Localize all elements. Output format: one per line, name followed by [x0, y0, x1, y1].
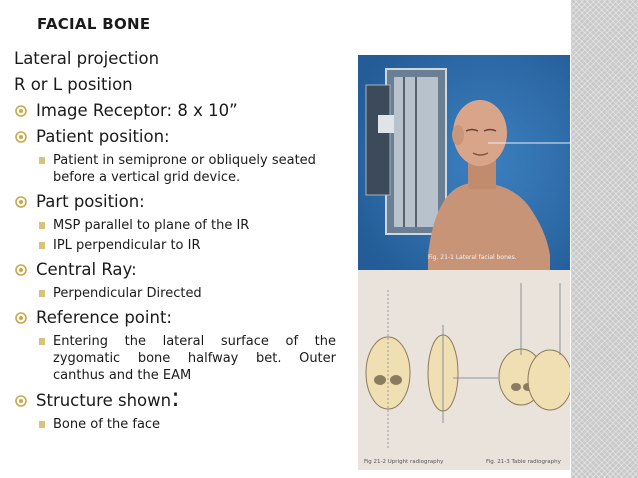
ring-bullet-icon — [15, 131, 27, 143]
device-bracket — [366, 85, 390, 195]
sub-bullet-text: Bone of the face — [53, 417, 161, 432]
ring-bullet-icon — [15, 395, 27, 407]
bullet-central-ray — [14, 257, 336, 283]
square-bullet-icon — [39, 157, 45, 164]
bullet-text: Reference point: — [36, 308, 172, 327]
bullet-structure-shown — [14, 383, 336, 414]
bullet-text: Image Receptor: 8 x 10” — [36, 101, 238, 120]
sub-bullet-text: Patient in semiprone or obliquely seated before a vertical grid device. — [53, 153, 316, 185]
figure-caption-left: Fig 21-2 Upright radiography — [364, 459, 444, 465]
bullet-part-position — [14, 189, 336, 215]
skull-diagram-4 — [528, 350, 570, 410]
square-bullet-icon — [39, 222, 45, 229]
ring-bullet-icon — [15, 196, 27, 208]
structure-colon: : — [171, 383, 180, 413]
square-bullet-icon — [39, 338, 45, 345]
figure-caption-right: Fig. 21-3 Table radiography — [486, 459, 561, 465]
ring-bullet-icon — [15, 312, 27, 324]
bullet-text: Part position: — [36, 192, 145, 211]
figure-illustration — [358, 55, 570, 470]
sub-bullet-central-ray — [14, 285, 336, 302]
square-bullet-icon — [39, 290, 45, 297]
sub-bullet-part-2 — [14, 237, 336, 254]
bullet-text: Central Ray: — [36, 260, 137, 279]
sub-bullet-text: MSP parallel to plane of the IR — [53, 218, 250, 233]
sub-bullet-reference — [14, 333, 336, 384]
sub-bullet-structure — [14, 416, 336, 433]
ring-bullet-icon — [15, 105, 27, 117]
square-bullet-icon — [39, 421, 45, 428]
projection-line: Lateral projection — [14, 49, 160, 68]
slide-title: FACIAL BONE — [37, 15, 151, 33]
square-bullet-icon — [39, 242, 45, 249]
sub-bullet-part-1 — [14, 217, 336, 234]
decorative-side-stripe — [571, 0, 638, 478]
bullet-text: Patient position: — [36, 127, 170, 146]
bullet-image-receptor — [14, 98, 336, 124]
slide-body — [14, 46, 336, 436]
bullet-text: Structure shown — [36, 391, 172, 410]
sub-bullet-text: Entering the lateral surface of the zygomatic bone halfway bet. Outer canthus and the EAM — [53, 334, 336, 383]
figure-caption-top: Fig. 21-1 Lateral facial bones. — [428, 254, 517, 261]
bullet-patient-position — [14, 124, 336, 150]
sub-bullet-text: Perpendicular Directed — [53, 286, 202, 301]
sub-bullet-patient-detail — [14, 152, 336, 186]
ring-bullet-icon — [15, 264, 27, 276]
sub-bullet-text: IPL perpendicular to IR — [53, 238, 201, 253]
textbook-figure-photo — [358, 55, 570, 470]
bullet-reference-point — [14, 305, 336, 331]
position-line: R or L position — [14, 75, 133, 94]
